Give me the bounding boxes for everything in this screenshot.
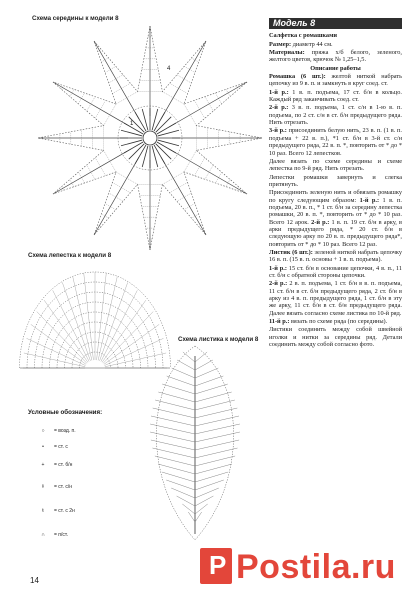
petal-diagram-caption: Схема лепестка к модели 8 [28,252,112,259]
legend-label: = ст. с/н [54,484,72,490]
continue-para: Далее вязать по схеме середины и схеме лепестка по 9-й ряд. Нить отрезать. [269,157,402,173]
legend-item [36,462,72,468]
legend-title: Условные обозначения: [28,409,103,416]
legend-symbol: • [42,444,44,450]
daisy-para: Ромашка (6 шт.): желтой ниткой набрать цепочку из 9 в. п. и замкнуть в круг соед. ст. [269,73,402,88]
legend-item [36,444,68,450]
leaf-diagram [140,340,250,550]
legend-symbol: ŧ [42,508,44,514]
legend-item [36,532,68,538]
model-title: Модель 8 [269,18,402,29]
page-number: 14 [30,576,39,585]
assembly-para: Листики соединить между собой швейной иголки и нитки за середины ряд. Детали соединить между собой согласно фото. [269,326,402,349]
size-line: Размер: диаметр 44 см. [269,40,333,48]
legend-label: = ст. с [54,444,68,450]
legend-symbol: + [41,462,45,468]
star-mark-1: 1 [130,121,134,127]
legend-label: = ст. с 2н [54,508,75,514]
legend-label: = возд. п. [54,428,76,434]
legend-symbol: ∩ [41,532,45,538]
legend-item [36,428,76,434]
materials-line: Материалы: пряжа х/б белого, зеленого, желтого цветов, крючок № 1,25–1,5. [269,49,402,64]
instructions-column [269,18,402,349]
row3-para: 3-й р.: присоединить белую нить, 23 в. п. (1 в. п. подъема + 22 в. п.), *1 ст. б/н в 3-й ст. с/н предыдущего ряда, 22 в. п. *, повторить от * до * 10 раз. Всего 12 лепестков. [269,127,402,157]
leaf-para: Листик (6 шт.): зеленой ниткой набрать цепочку 16 в. п. (15 в. п. основы + 1 в. п. подъема). [269,248,402,264]
leaf-diagram-caption: Схема листика к модели 8 [178,336,259,343]
petals-para: Лепестки ромашки завернуть и слегка притянуть. [269,173,402,188]
green-para: Присоединить зеленую нить и обвязать ромашку по кругу следующим образом: 1-й р.: 1 в. п. подъема, 20 в. п., * 1 ст. б/н за середину лепестка ромашки, 20 в. п. *, повторить от * до * 10 раз. Всего 12 арок. 2-й р.: 1 в. п. 19 ст. б/н в арку, в арки предыдущего ряда, * 20 ст. б/н в следующую арку по 20 в. п. предыдущего ряда*, повторить от * до * 10 раз. Всего 12 раз. [269,189,402,248]
legend-item [36,508,75,514]
legend-item [36,484,72,490]
leaf-row1-para: 1-й р.: 15 ст. б/н в основание цепочки, 4 в. п., 11 ст. б/н с обратной стороны цепочки. [269,264,402,279]
center-diagram [20,20,280,280]
project-name: Салфетка с ромашками [269,32,337,40]
legend-symbol: ɫ [42,484,44,490]
legend-label: = п/ст. [54,532,69,538]
description-heading: Описание работы [310,64,361,72]
watermark-logo-box: P [200,548,232,584]
legend-label: = ст. б/н [54,462,73,468]
row2-para: 2-й р.: 3 в. п. подъема, 1 ст. с/н в 1-ю в. п. подъема, по 2 ст. с/н в ст. б/н предыдущего ряда. Нить отрезать. [269,104,402,127]
watermark-text: Postila.ru [236,548,396,586]
row1-para: 1-й р.: 1 в. п. подъема, 17 ст. б/н в кольцо. Каждый ряд заканчивать соед. ст. [269,88,402,104]
center-diagram-caption: Схема середины к модели 8 [32,15,119,22]
star-mark-4: 4 [167,66,171,72]
leaf-row11-para: 11-й р.: вязать по схеме ряда (по середины). [269,318,388,326]
legend-symbol: ○ [41,428,45,434]
leaf-row2-para: 2-й р.: 2 в. п. подъема, 1 ст. б/н в в. п. подъема, 11 ст. б/н в ст. б/н предыдущего ряда, 2 ст. б/н в арку из 4 в. п. предыдущего ряда, 1 ст. б/н в эту же арку, 11 ст. б/н в ст. б/н предыдущего ряда. Далее вязать согласно схеме листика по 10-й ряд. [269,280,402,317]
